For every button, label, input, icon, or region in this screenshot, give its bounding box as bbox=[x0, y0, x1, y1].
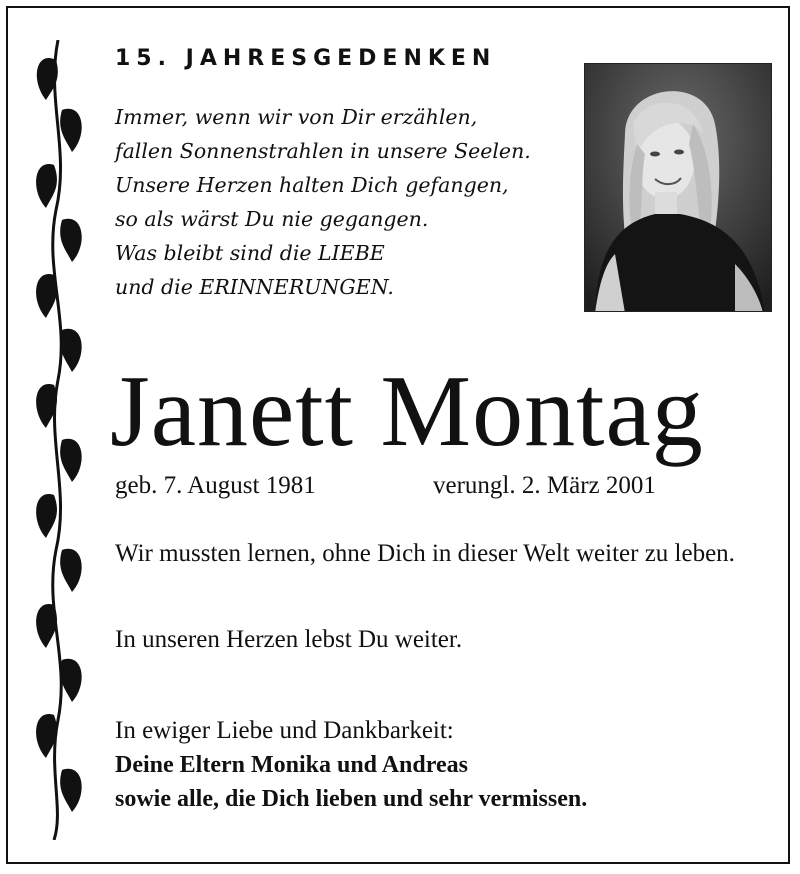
poem-line: und die ERINNERUNGEN. bbox=[115, 275, 394, 299]
family-names-2: sowie alle, die Dich lieben und sehr vermissen. bbox=[115, 786, 588, 812]
portrait-photo bbox=[584, 63, 772, 312]
ivy-vine-icon bbox=[28, 40, 88, 840]
birth-date: geb. 7. August 1981 bbox=[115, 472, 316, 499]
closing-line: In ewiger Liebe und Dankbarkeit: bbox=[115, 717, 454, 744]
life-dates bbox=[115, 472, 656, 500]
message-text: Wir mussten lernen, ohne Dich in dieser Welt weiter zu leben. bbox=[115, 540, 735, 567]
memorial-heading: 15. JAHRESGEDENKEN bbox=[115, 46, 497, 71]
poem-line: Unsere Herzen halten Dich gefangen, bbox=[115, 173, 509, 197]
deceased-name: Janett Montag bbox=[110, 355, 704, 468]
death-date: verungl. 2. März 2001 bbox=[433, 472, 656, 499]
poem bbox=[115, 100, 575, 304]
closing-signature bbox=[115, 714, 587, 816]
poem-line: fallen Sonnenstrahlen in unsere Seelen. bbox=[115, 139, 531, 163]
poem-line: Immer, wenn wir von Dir erzählen, bbox=[115, 105, 478, 129]
family-names: Deine Eltern Monika und Andreas bbox=[115, 752, 468, 778]
poem-line: so als wärst Du nie gegangen. bbox=[115, 207, 429, 231]
poem-line: Was bleibt sind die LIEBE bbox=[115, 241, 385, 265]
message-text-2: In unseren Herzen lebst Du weiter. bbox=[115, 626, 463, 653]
